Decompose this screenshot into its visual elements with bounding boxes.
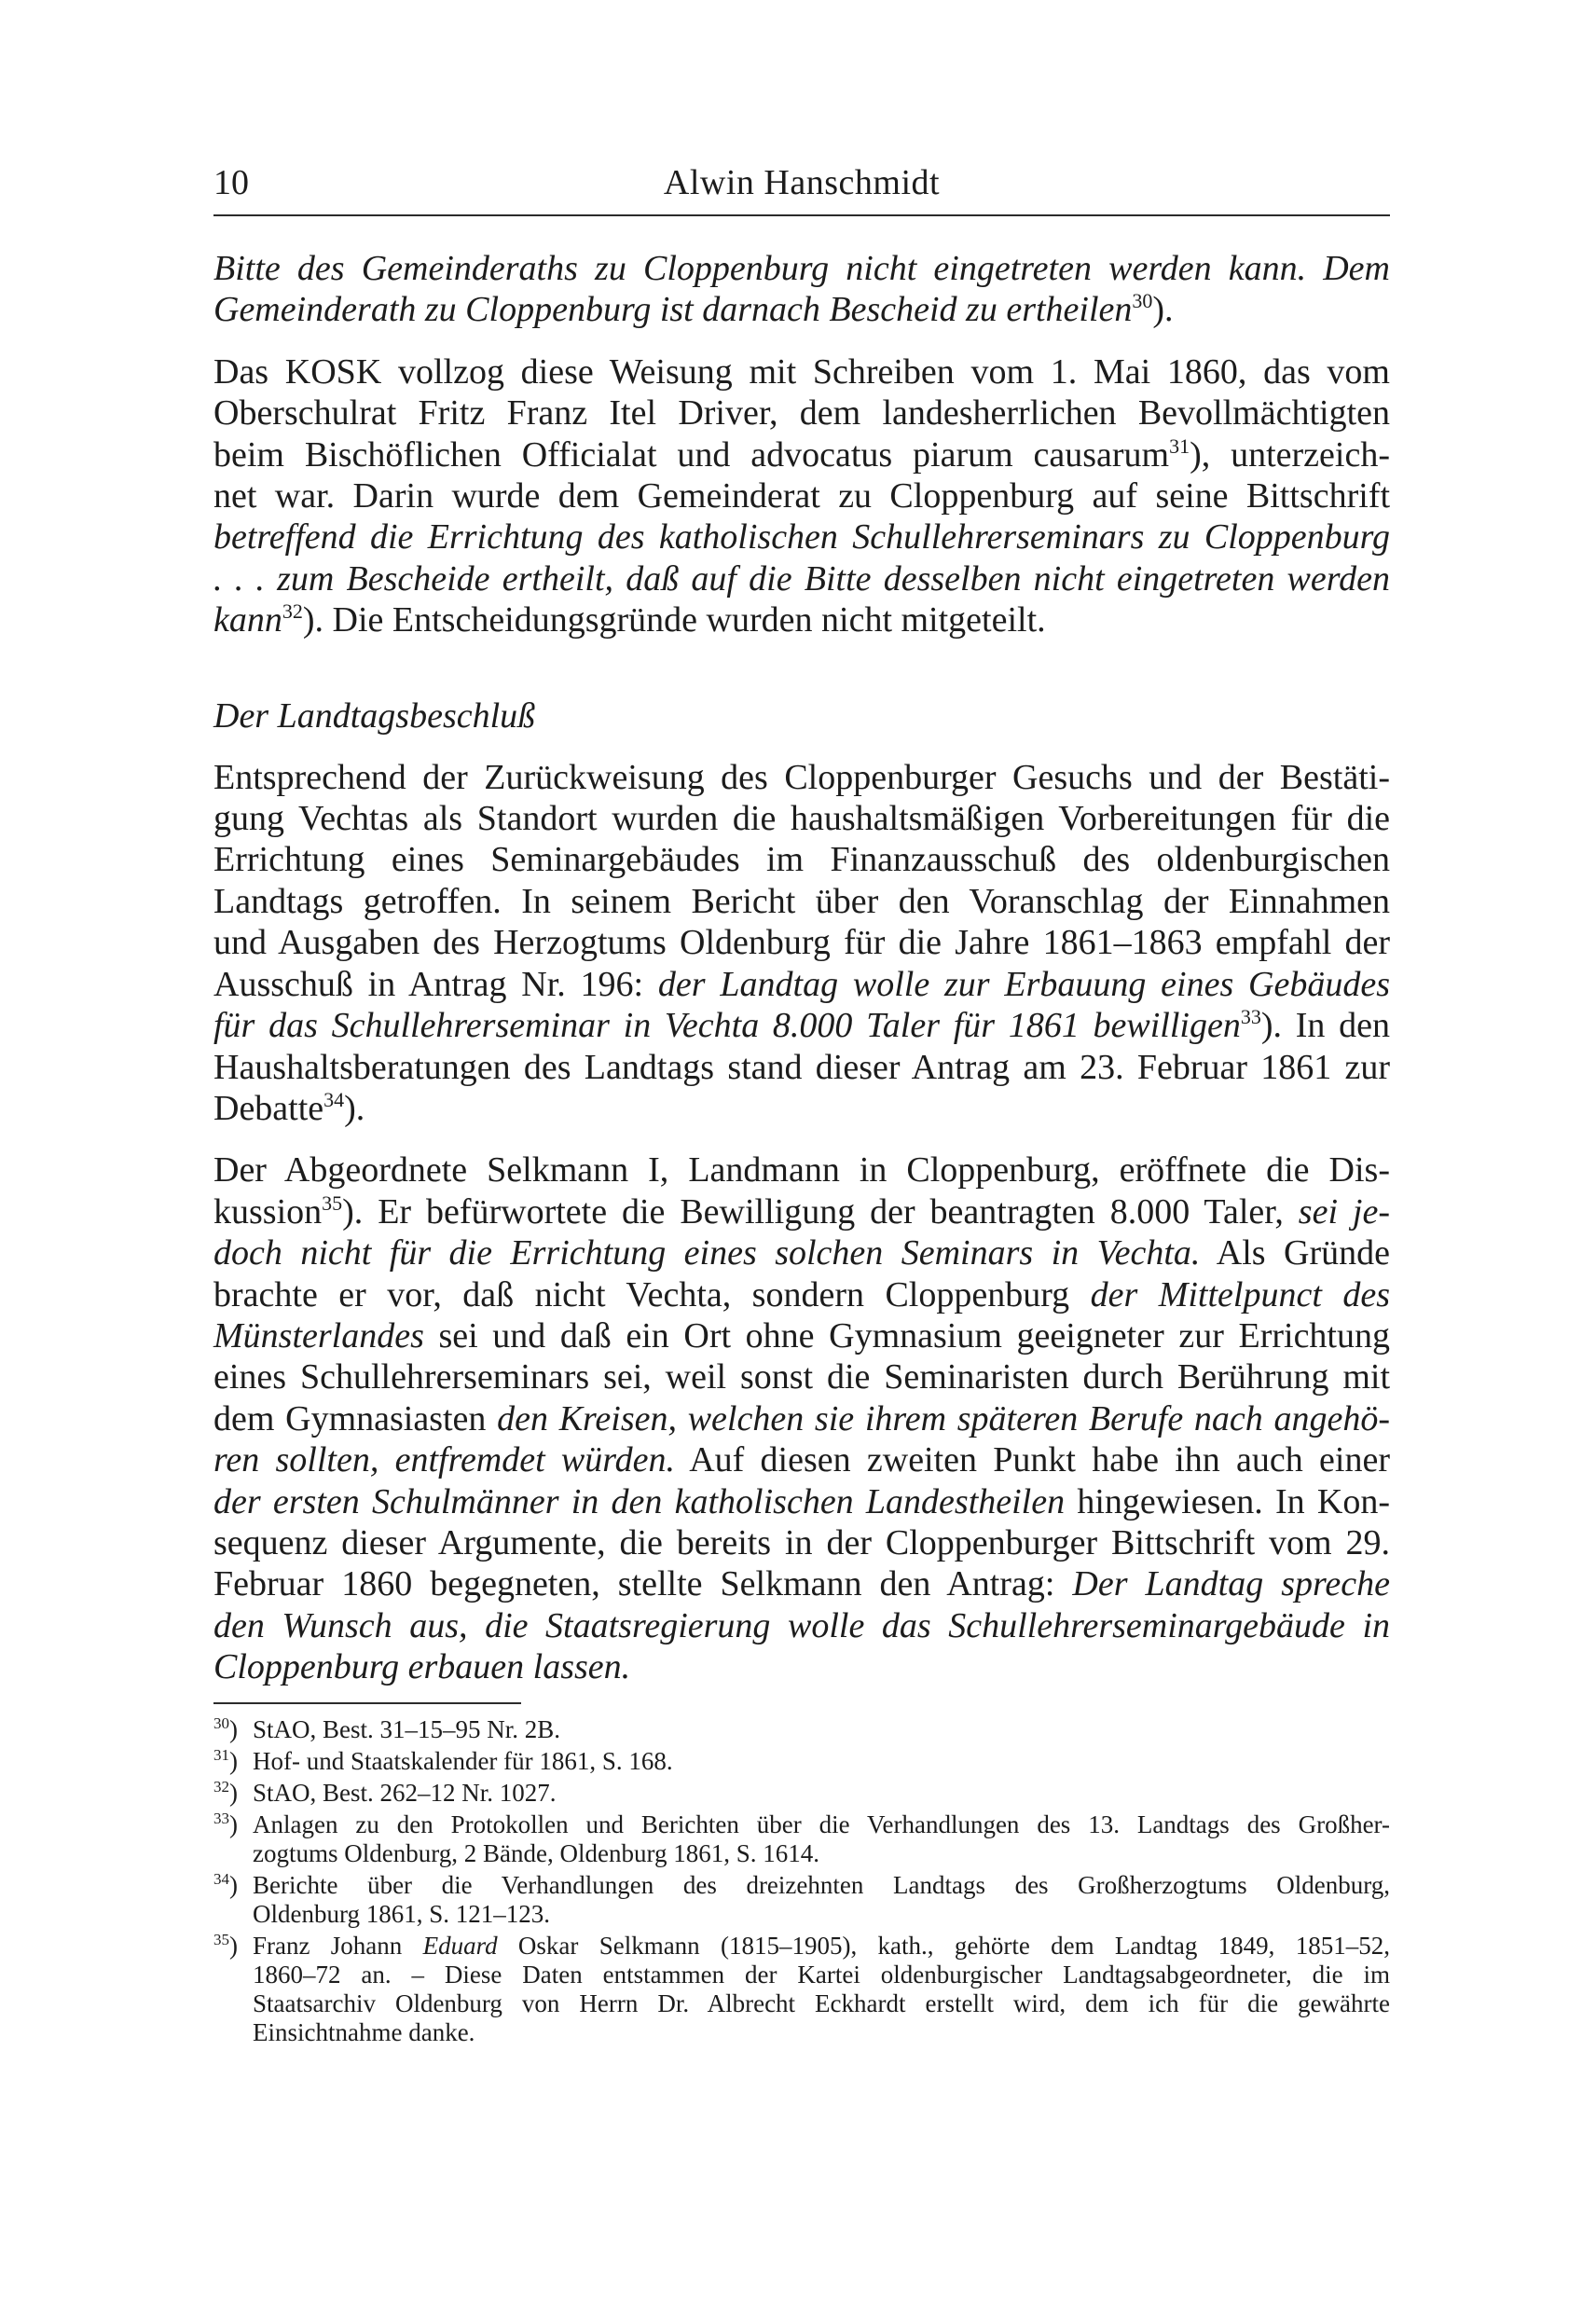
text-line [213, 1191, 1390, 1232]
text-run: hingewiesen. In Kon- [1065, 1481, 1390, 1521]
paragraph-3 [213, 757, 1390, 1130]
footnote-34 [213, 1871, 1390, 1929]
text-run: Debatte [213, 1088, 324, 1128]
footnote-number: $^{35}$) [213, 1931, 238, 1960]
quote-text: Gemeinderath zu Cloppenburg ist darnach Bescheid zu ertheilen [213, 290, 1133, 330]
quote-text: für das Schullehrerseminar in Vechta 8.000 Taler für 1861 bewilligen [213, 1006, 1241, 1046]
text-line: Haushaltsberatungen des Landtags stand dieser Antrag am 23. Februar 1861 zur [213, 1047, 1390, 1087]
footnote-line: Anlagen zu den Protokollen und Berichten über die Verhandlungen des 13. Landtags des Großher- [253, 1810, 1390, 1838]
text-line [213, 1088, 1390, 1129]
text-line: und Ausgaben des Herzogtums Oldenburg für die Jahre 1861–1863 empfahl der [213, 923, 1390, 963]
paragraph-4 [213, 1149, 1390, 1687]
footnote-number-text: 32 [213, 1778, 229, 1796]
footnote-31 [213, 1747, 1390, 1776]
text-run: sei und daß ein Ort ohne Gymnasium geeigneter zur Errichtung [423, 1315, 1390, 1356]
footnote-30 [213, 1715, 1390, 1744]
text-line: den Wunsch aus, die Staatsregierung wolle das Schullehrerseminargebäude in [213, 1605, 1390, 1645]
text-line [213, 1005, 1390, 1046]
footnote-ref[interactable]: 35 [322, 1190, 343, 1215]
footnote-line [253, 1932, 1390, 1961]
footnote-number: $^{32}$) [213, 1778, 238, 1807]
footnote-line: Staatsarchiv Oldenburg von Herrn Dr. Albrecht Eckhardt erstellt wird, dem ich für die gewährte [253, 1989, 1390, 2017]
text-run: ), unterzeich- [1190, 434, 1390, 475]
text-line: Landtags getroffen. In seinem Bericht über den Voranschlag der Einnahmen [213, 881, 1390, 921]
footnote-ref[interactable]: 32 [282, 599, 303, 624]
text-run: dem Gymnasiasten [213, 1398, 498, 1438]
text-line: Errichtung eines Seminargebäudes im Finanzausschuß des oldenburgischen [213, 840, 1390, 880]
text-run: brachte er vor, daß nicht Vechta, sondern Cloppenburg [213, 1274, 1091, 1314]
quote-text: der Mittelpunct des [1090, 1274, 1390, 1314]
text-line [213, 1315, 1390, 1356]
text-run: ). [344, 1088, 365, 1128]
text-line: betreffend die Errichtung des katholischen Schullehrerseminars zu Cloppenburg [213, 517, 1390, 557]
footnote-number: $^{30}$) [213, 1714, 238, 1743]
footnote-ref[interactable]: 33 [1240, 1005, 1261, 1029]
text-line [213, 1398, 1390, 1439]
text-run: ). [1152, 290, 1174, 330]
section-heading: Der Landtagsbeschluß [213, 695, 536, 736]
text-line [213, 289, 1390, 330]
text-run: Auf diesen zweiten Punkt habe ihn auch einer [675, 1440, 1390, 1480]
text-run: Als Gründe [1200, 1233, 1391, 1273]
text-run: ). In den [1260, 1006, 1390, 1046]
footnote-ref[interactable]: 34 [323, 1087, 345, 1111]
footnote-35 [213, 1932, 1390, 2047]
footnote-line: StAO, Best. 31–15–95 Nr. 2B. [253, 1715, 561, 1743]
text-line: eines Schullehrerseminars sei, weil sonst die Seminaristen durch Berührung mit [213, 1357, 1390, 1397]
footnote-rule [213, 1702, 521, 1704]
footnote-ref[interactable]: 30 [1132, 289, 1153, 313]
footnote-line: Einsichtnahme danke. [253, 2018, 475, 2046]
quote-text: der ersten Schulmänner in den katholischen Landestheilen [213, 1481, 1066, 1521]
quote-text: der Landtag wolle zur Erbauung eines Gebäudes [657, 964, 1390, 1004]
footnote-line: Oldenburg 1861, S. 121–123. [253, 1900, 551, 1928]
quote-text: Eduard [422, 1932, 498, 1960]
text-line: net war. Darin wurde dem Gemeinderat zu Cloppenburg auf seine Bittschrift [213, 476, 1390, 516]
text-run: Februar 1860 begegneten, stellte Selkmann den Antrag: [213, 1564, 1073, 1604]
text-run: ). Er befürwortete die Bewilligung der beantragten 8.000 Taler, [342, 1191, 1299, 1232]
text-run: kussion [213, 1191, 323, 1232]
footnote-number-text: 35 [213, 1931, 229, 1948]
quote-text: doch nicht für die Errichtung eines solchen Seminars in Vechta. [213, 1233, 1201, 1273]
footnote-number-text: 34 [213, 1870, 229, 1888]
footnote-33 [213, 1810, 1390, 1868]
quote-text: kann [213, 600, 282, 640]
text-line [213, 1439, 1390, 1480]
footnote-number: $^{31}$) [213, 1746, 238, 1775]
text-line [213, 964, 1390, 1005]
footnote-number-text: 33 [213, 1810, 229, 1827]
footnotes [213, 1715, 1390, 2047]
text-line [213, 434, 1390, 475]
running-head-author: Alwin Hanschmidt [663, 163, 941, 202]
text-line: gung Vechtas als Standort wurden die haushaltsmäßigen Vorbereitungen für die [213, 799, 1390, 839]
text-line: . . . zum Bescheide ertheilt, daß auf die Bitte desselben nicht eingetreten werden [213, 558, 1390, 599]
footnote-line: StAO, Best. 262–12 Nr. 1027. [253, 1779, 557, 1807]
text-line: Bitte des Gemeinderaths zu Cloppenburg nicht eingetreten werden kann. Dem [213, 249, 1390, 288]
header-rule [213, 214, 1390, 216]
text-run: Ausschuß in Antrag Nr. 196: [213, 964, 658, 1004]
footnote-line: zogtums Oldenburg, 2 Bände, Oldenburg 1861, S. 1614. [253, 1839, 819, 1867]
text-line [213, 1232, 1390, 1273]
text-line [213, 1274, 1390, 1315]
text-run: Oskar Selkmann (1815–1905), kath., gehörte dem Landtag 1849, 1851–52, [497, 1932, 1390, 1960]
quote-text: Der Landtag spreche [1072, 1564, 1390, 1604]
footnote-32 [213, 1779, 1390, 1808]
footnote-line: Berichte über die Verhandlungen des dreizehnten Landtags des Großherzogtums Oldenburg, [253, 1871, 1390, 1899]
quote-text: den Kreisen, welchen sie ihrem späteren Berufe nach angehö- [497, 1398, 1390, 1438]
text-run: ). Die Entscheidungsgründe wurden nicht mitgeteilt. [302, 600, 1046, 640]
text-line: Cloppenburg erbauen lassen. [213, 1647, 631, 1687]
text-line [213, 1563, 1390, 1604]
quote-text: Münsterlandes [213, 1315, 424, 1356]
quote-text: sei je- [1298, 1191, 1390, 1232]
running-head [213, 157, 1390, 209]
footnote-ref[interactable]: 31 [1169, 434, 1190, 458]
text-run: beim Bischöflichen Officialat und advocatus piarum causarum [213, 434, 1170, 475]
footnote-number-text: 30 [213, 1714, 229, 1732]
page-number: 10 [213, 163, 249, 202]
text-line: Oberschulrat Fritz Franz Itel Driver, dem landesherrlichen Bevollmächtigten [213, 393, 1390, 434]
body-text [213, 248, 1390, 1688]
text-run: Franz Johann [253, 1932, 423, 1960]
text-line: Entsprechend der Zurückweisung des Cloppenburger Gesuchs und der Bestäti- [213, 757, 1390, 797]
paragraph-2 [213, 351, 1390, 641]
footnote-number-text: 31 [213, 1746, 229, 1764]
text-line [213, 599, 1390, 640]
footnote-number: $^{33}$) [213, 1810, 238, 1838]
footnote-number: $^{34}$) [213, 1870, 238, 1899]
quote-text: ren sollten, entfremdet würden. [213, 1440, 676, 1480]
footnote-line: 1860–72 an. – Diese Daten entstammen der Kartei oldenburgischer Landtagsabgeordneter, die im [253, 1961, 1390, 1989]
text-line: Der Abgeordnete Selkmann I, Landmann in Cloppenburg, eröffnete die Dis- [213, 1150, 1390, 1190]
text-line: sequenz dieser Argumente, die bereits in der Cloppenburger Bittschrift vom 29. [213, 1522, 1390, 1562]
paragraph-1 [213, 248, 1390, 331]
footnote-line: Hof- und Staatskalender für 1861, S. 168. [253, 1747, 673, 1775]
text-line: Das KOSK vollzog diese Weisung mit Schreiben vom 1. Mai 1860, das vom [213, 351, 1390, 392]
text-line [213, 1481, 1390, 1522]
